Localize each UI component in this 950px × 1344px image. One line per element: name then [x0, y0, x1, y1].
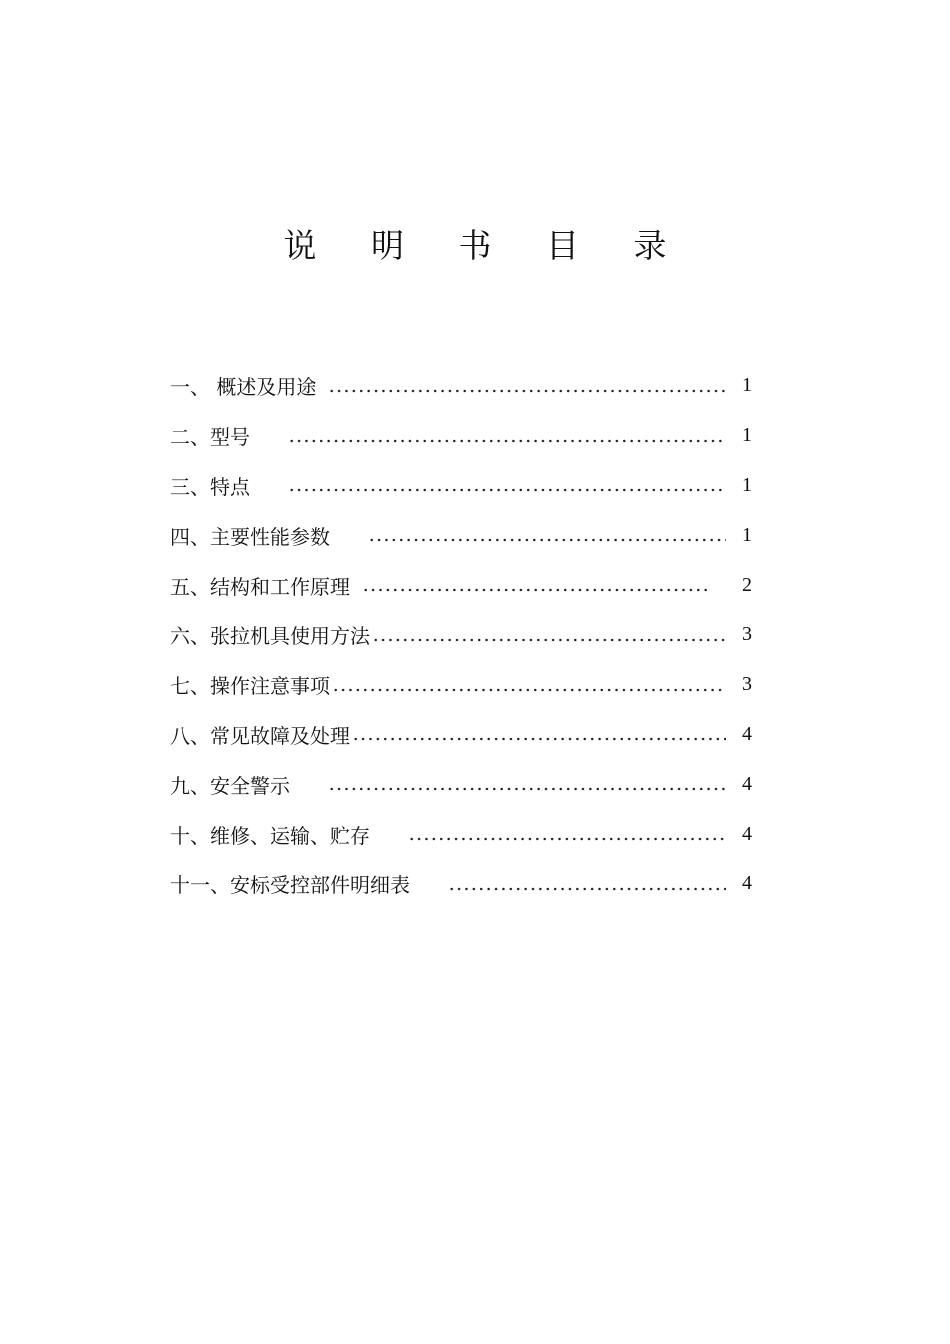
table-of-contents	[170, 361, 752, 909]
toc-leader-dots	[408, 824, 726, 844]
toc-entry-page: 1	[742, 374, 752, 397]
toc-entry-page: 4	[742, 772, 752, 795]
toc-entry-3[interactable]	[170, 461, 752, 511]
toc-leader-dots	[448, 874, 726, 894]
page-title: 说 明 书 目 录	[283, 226, 689, 265]
toc-entry-label: 九、安全警示	[170, 773, 290, 798]
toc-entry-page: 4	[742, 872, 752, 895]
toc-leader-dots	[328, 376, 726, 396]
toc-leader-dots	[328, 774, 726, 794]
toc-leader-dots	[368, 525, 726, 545]
toc-entry-page: 1	[742, 424, 752, 447]
toc-entry-2[interactable]	[170, 411, 752, 461]
toc-entry-label: 二、型号	[170, 425, 250, 450]
toc-entry-label: 八、常见故障及处理	[170, 723, 350, 748]
toc-entry-11[interactable]	[170, 859, 752, 909]
toc-entry-6[interactable]	[170, 610, 752, 660]
toc-entry-label: 六、张拉机具使用方法	[170, 624, 370, 649]
toc-entry-8[interactable]	[170, 710, 752, 760]
toc-entry-label: 七、操作注意事项	[170, 674, 330, 699]
toc-entry-page: 3	[742, 623, 752, 646]
toc-leader-dots	[332, 675, 726, 695]
toc-entry-page: 1	[742, 523, 752, 546]
toc-leader-dots	[352, 724, 726, 744]
toc-entry-10[interactable]	[170, 809, 752, 859]
toc-entry-1[interactable]	[170, 361, 752, 411]
toc-leader-dots	[362, 575, 710, 595]
toc-entry-page: 1	[742, 473, 752, 496]
toc-entry-9[interactable]	[170, 759, 752, 809]
toc-leader-dots	[288, 426, 726, 446]
toc-entry-label: 十一、安标受控部件明细表	[170, 873, 410, 898]
toc-entry-label: 一、 概述及用途	[170, 375, 317, 400]
toc-entry-label: 四、主要性能参数	[170, 524, 330, 549]
toc-entry-page: 2	[742, 573, 752, 596]
toc-entry-7[interactable]	[170, 660, 752, 710]
toc-entry-label: 五、结构和工作原理	[170, 574, 350, 599]
toc-entry-4[interactable]	[170, 510, 752, 560]
toc-entry-page: 4	[742, 722, 752, 745]
toc-leader-dots	[372, 625, 726, 645]
toc-entry-label: 三、特点	[170, 474, 250, 499]
toc-entry-label: 十、维修、运输、贮存	[170, 823, 370, 848]
toc-entry-page: 4	[742, 822, 752, 845]
toc-entry-page: 3	[742, 673, 752, 696]
toc-leader-dots	[288, 475, 726, 495]
toc-entry-5[interactable]	[170, 560, 752, 610]
